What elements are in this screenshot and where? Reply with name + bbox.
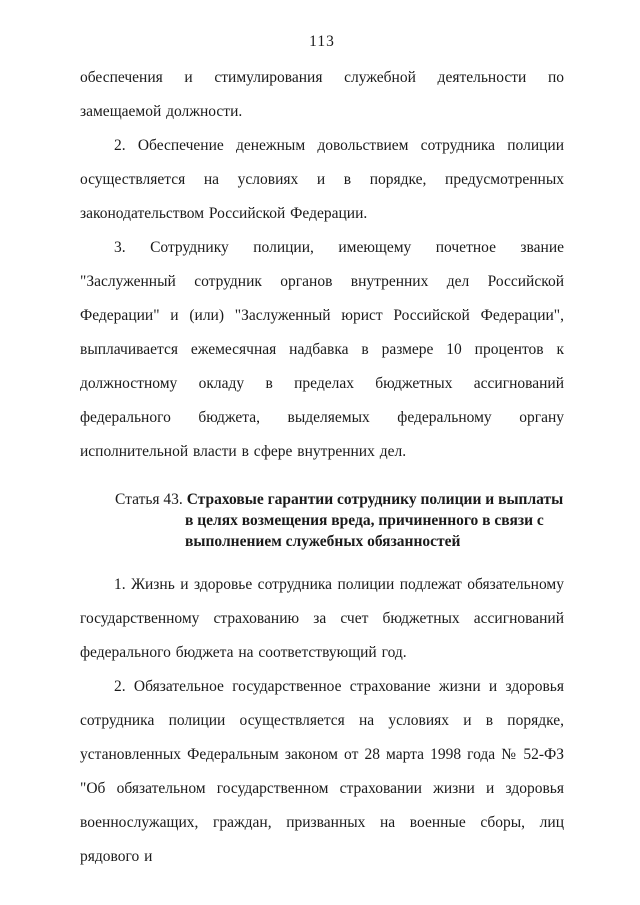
paragraph-42-2: 2. Обеспечение денежным довольствием сотрудника полиции осуществляется на условиях и в порядке, предусмотренных законодательством Российской Федерации. (80, 137, 564, 222)
page-number: 113 (309, 33, 335, 50)
paragraph-43-2: 2. Обязательное государственное страхование жизни и здоровья сотрудника полиции осуществляется на условиях и в порядке, установленных Федеральным законом от 28 марта 1998 года № 52-ФЗ "Об обязательном государственном страховании жизни и здоровья военнослужащих, граждан, призванных на военные сборы, лиц рядового и (80, 678, 564, 865)
article-title-part-3: выполнением служебных обязанностей (185, 533, 461, 550)
paragraph-43-1: 1. Жизнь и здоровье сотрудника полиции подлежат обязательному государственному страхованию за счет бюджетных ассигнований федерального бюджета на соответствующий год. (80, 576, 564, 661)
article-title-part-2: в целях возмещения вреда, причиненного в связи с (185, 512, 544, 529)
article-number-label: Статья 43. (115, 491, 183, 508)
article-title-part-1: Страховые гарантии сотруднику полиции и выплаты (186, 491, 564, 508)
document-body (80, 61, 564, 874)
paragraph-42-3: 3. Сотруднику полиции, имеющему почетное звание "Заслуженный сотрудник органов внутренних дел Российской Федерации" и (или) "Заслуженный юрист Российской Федерации", выплачивается ежемесячная надбавка в размере 10 процентов к должностному окладу в пределах бюджетных ассигнований федерального бюджета, выделяемых федеральному органу исполнительной власти в сфере внутренних дел. (80, 239, 564, 460)
article-heading (115, 489, 564, 552)
article-heading-line-1 (115, 489, 564, 510)
paragraph-continuation: обеспечения и стимулирования служебной деятельности по замещаемой должности. (80, 69, 564, 120)
